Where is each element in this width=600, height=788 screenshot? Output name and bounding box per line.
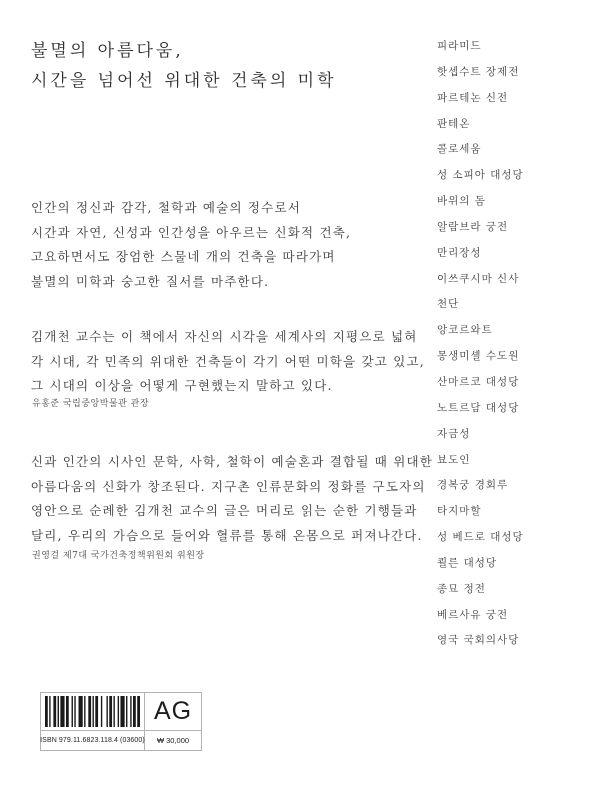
price-label: ₩ 30,000	[145, 730, 201, 750]
quote-line: 아름다움의 신화가 창조된다. 지구촌 인류문화의 정화를 구도자의	[31, 478, 426, 494]
quote-line: 달리, 우리의 가슴으로 들어와 혈류를 통해 온몸으로 퍼져나간다.	[31, 527, 423, 543]
building-list-item: 판테온	[437, 117, 471, 130]
quote-line: 각 시대, 각 민족의 위대한 건축들이 각기 어떤 미학을 갖고 있고,	[31, 353, 425, 369]
isbn-label: ISBN 979.11.6823.118.4 (03600)	[41, 730, 145, 750]
building-list-item: 성 베드로 대성당	[437, 531, 524, 544]
building-list-item: 타지마할	[437, 505, 482, 518]
quote-line: 영안으로 순례한 김개천 교수의 글은 머리로 읽는 순한 기행들과	[31, 503, 418, 519]
quote-attribution-2: 권영걸 제7대 국가건축정책위원회 위원장	[32, 551, 205, 561]
book-title	[31, 36, 337, 96]
building-list-item: 알람브라 궁전	[437, 220, 509, 233]
intro-line: 고요하면서도 장엄한 스물네 개의 건축을 따라가며	[31, 249, 336, 265]
quote-line: 신과 인간의 시사인 문학, 사학, 철학이 예술혼과 결합될 때 위대한	[31, 454, 434, 469]
endorsement-quote-1	[31, 325, 425, 399]
quote-line: 그 시대의 이상을 어떻게 구현했는지 말하고 있다.	[31, 378, 333, 394]
intro-line: 불멸의 미학과 숭고한 질서를 마주한다.	[31, 273, 270, 289]
building-list-item: 콜로세움	[437, 143, 482, 156]
building-list-item: 자금성	[437, 427, 471, 440]
building-list-item: 성 소피아 대성당	[437, 169, 524, 182]
quote-line: 김개천 교수는 이 책에서 자신의 시각을 세계사의 지평으로 넓혀	[31, 329, 418, 344]
title-line-1: 불멸의 아름다움,	[31, 41, 184, 61]
building-list-item: 쾰른 대성당	[437, 556, 498, 569]
building-list-item: 영국 국회의사당	[437, 634, 520, 647]
barcode-image	[45, 696, 140, 727]
building-list-item: 이쓰쿠시마 신사	[437, 272, 520, 285]
building-list-item: 몽생미셸 수도원	[437, 350, 520, 363]
barcode	[41, 693, 145, 730]
building-list-item: 핫셉수트 장제전	[437, 65, 520, 78]
building-list-item: 베르사유 궁전	[437, 608, 509, 621]
quote-attribution-1: 유홍준 국립중앙박물관 관장	[32, 399, 150, 409]
building-list-item: 만리장성	[437, 246, 482, 259]
building-list-item: 파르테논 신전	[437, 91, 509, 104]
building-list-item: 천단	[437, 298, 460, 311]
building-list-item: 노트르담 대성당	[437, 401, 520, 414]
intro-line: 시간과 자연, 신성과 인간성을 아우르는 신화적 건축,	[31, 224, 352, 240]
building-list	[437, 34, 524, 654]
intro-paragraph	[31, 196, 351, 294]
building-list-item: 경복궁 경회루	[437, 479, 509, 492]
endorsement-quote-2	[31, 450, 433, 548]
building-list-item: 바위의 돔	[437, 195, 486, 208]
building-list-item: 종묘 정전	[437, 582, 486, 595]
building-list-item: 피라미드	[437, 40, 482, 52]
building-list-item: 산마르코 대성당	[437, 375, 520, 388]
building-list-item: 뵤도인	[437, 453, 471, 466]
title-line-2: 시간을 넘어선 위대한 건축의 미학	[31, 71, 337, 91]
building-list-item: 앙코르와트	[437, 324, 493, 337]
intro-line: 인간의 정신과 감각, 철학과 예술의 정수로서	[31, 200, 301, 215]
barcode-price-box	[40, 692, 202, 751]
publisher-logo: AG	[153, 697, 193, 725]
